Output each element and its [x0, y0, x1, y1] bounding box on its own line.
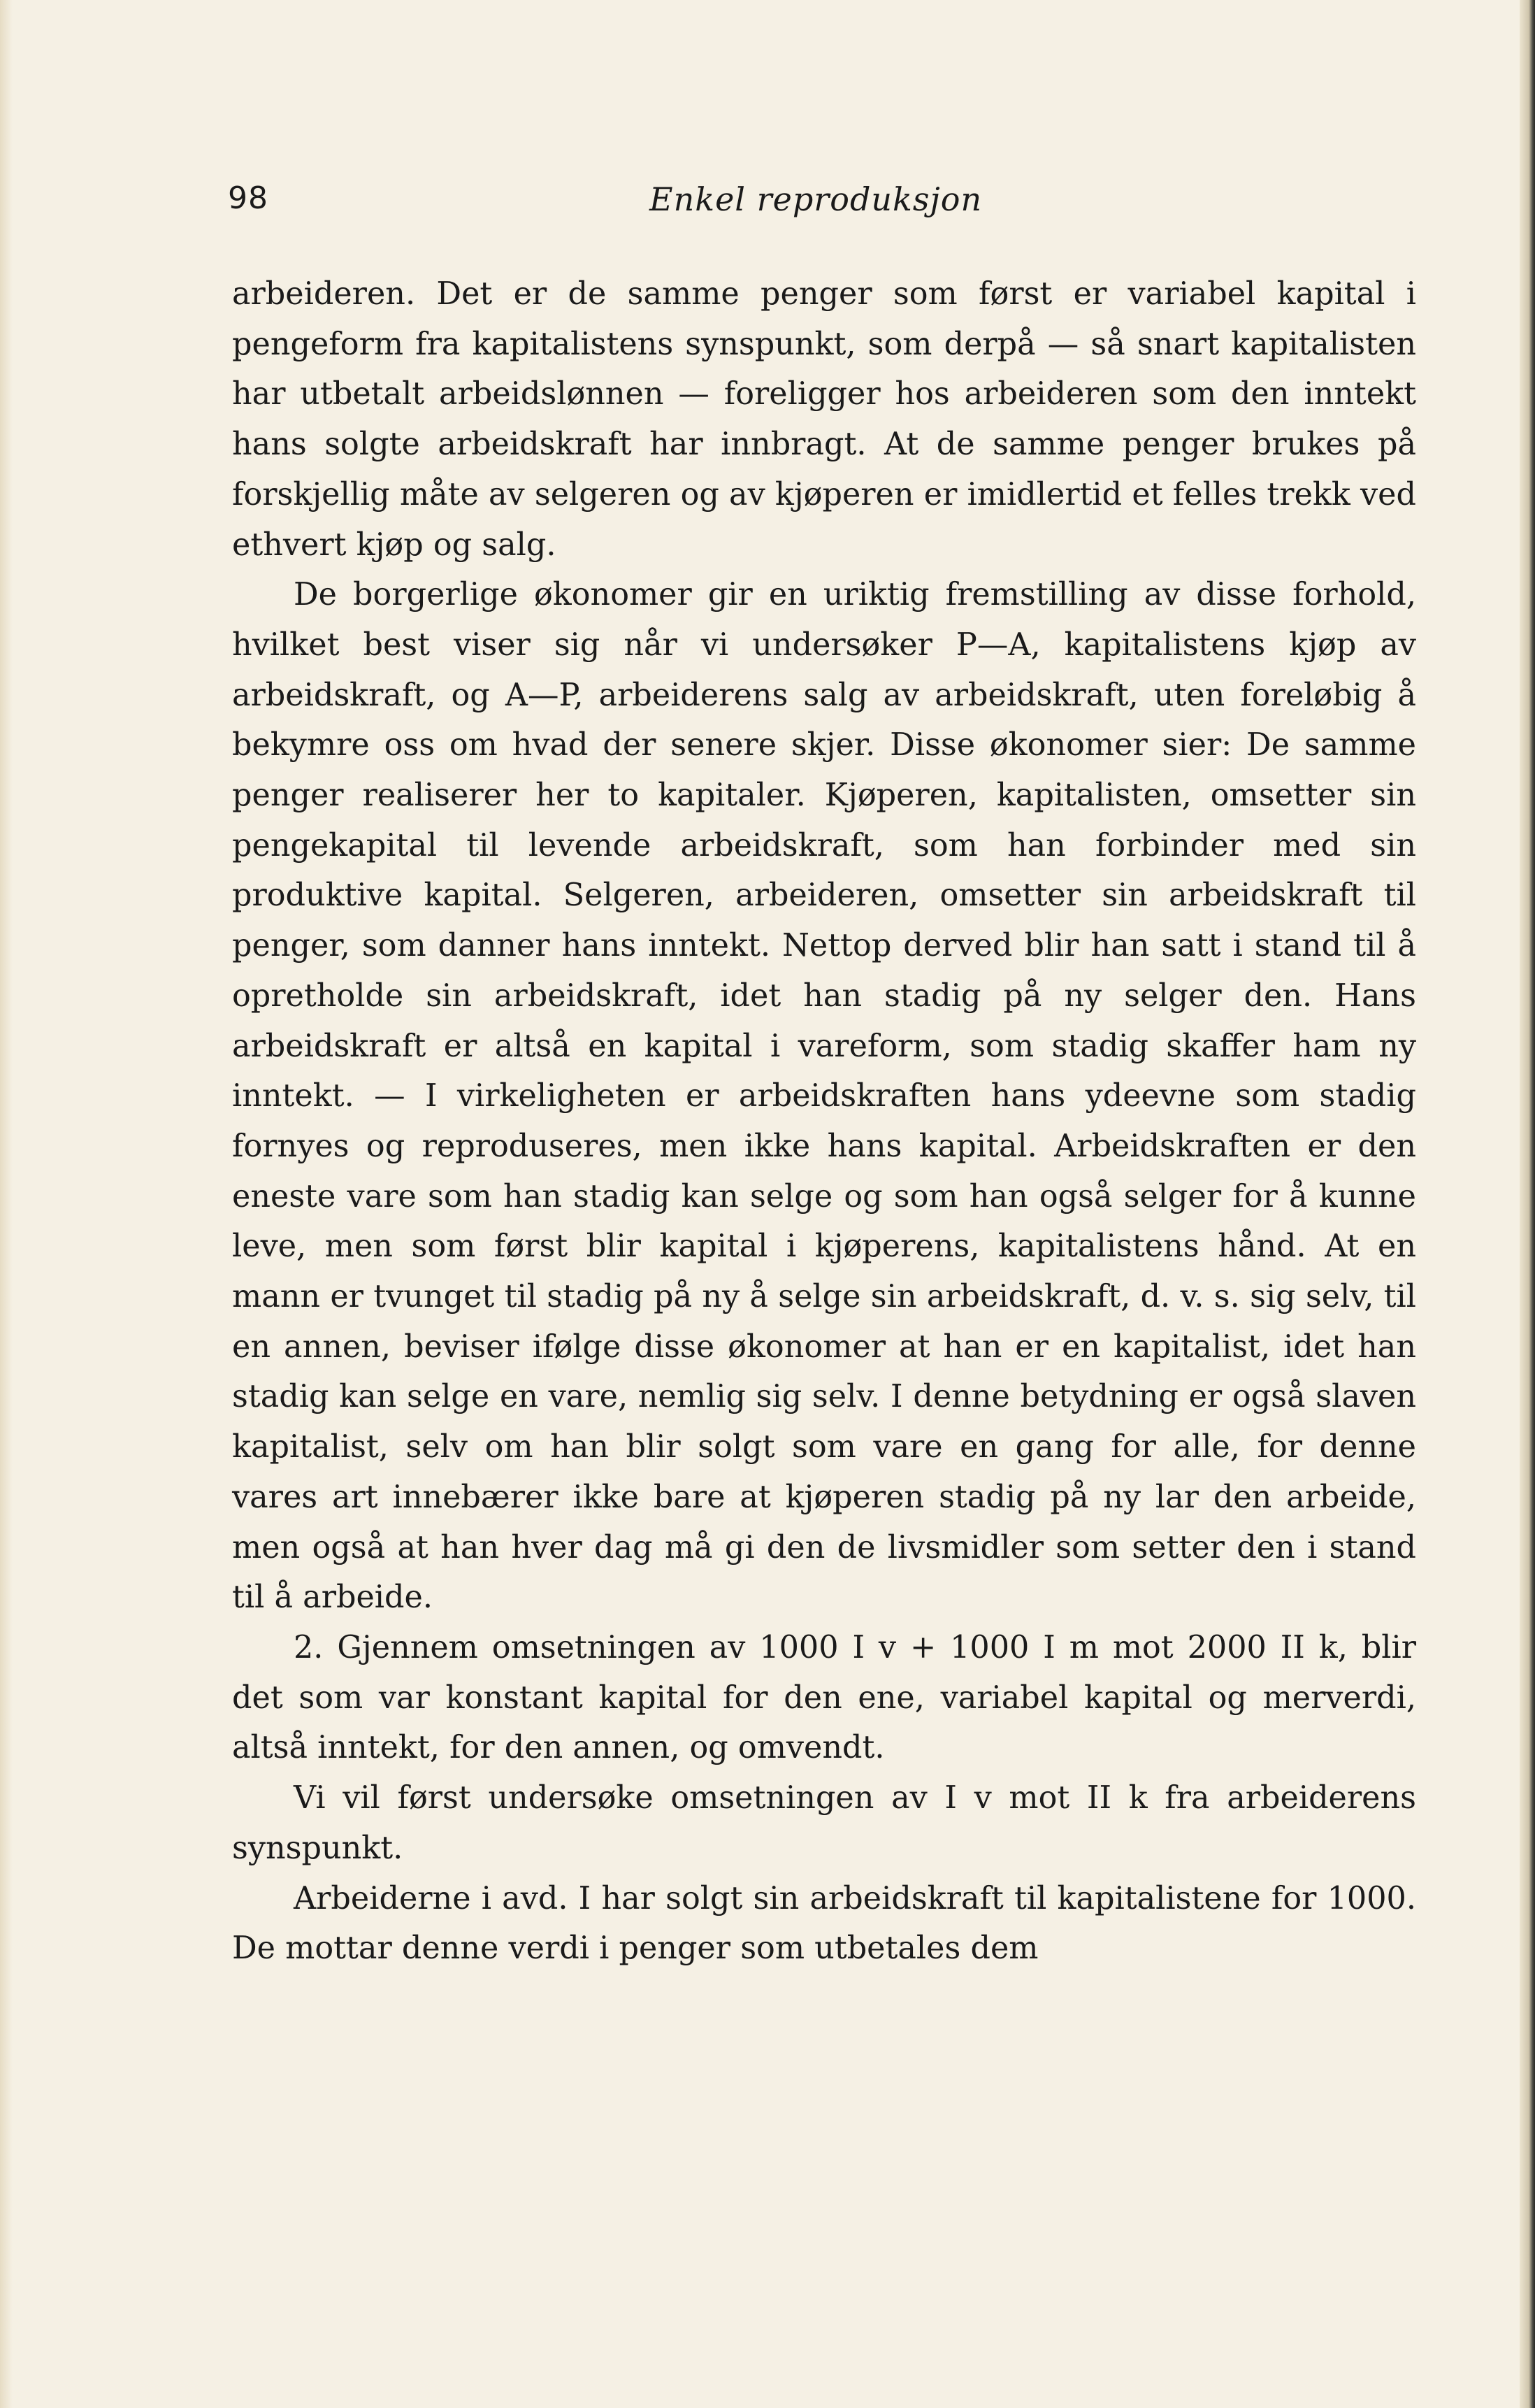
- paragraph-workers-dept-1: Arbeiderne i avd. I har solgt sin arbeidskraft til kapitalistene for 1000. De mottar denne verdi i penger som utbetales dem: [232, 1880, 1416, 1967]
- running-title: Enkel reproduksjon: [649, 180, 983, 218]
- running-head: [228, 180, 1416, 229]
- page-edge-right: [1520, 0, 1535, 2408]
- page-number: 98: [228, 180, 268, 216]
- page-edge-left: [0, 0, 13, 2408]
- paragraph-continuation: arbeideren. Det er de samme penger som først er variabel kapital i pengeform fra kapitalistens synspunkt, som derpå — så snart kapitalisten har utbetalt arbeidslønnen — foreligger hos arbeideren som den inntekt hans solgte arbeidskraft har innbragt. At de samme penger brukes på forskjellig måte av selgeren og av kjøperen er imidlertid et felles trekk ved ethvert kjøp og salg.: [232, 276, 1416, 563]
- body-text: [232, 269, 1416, 1974]
- paragraph-worker-viewpoint: Vi vil først undersøke omsetningen av I v mot II k fra arbeiderens synspunkt.: [232, 1780, 1416, 1866]
- paragraph-point-2: 2. Gjennem omsetningen av 1000 I v + 1000 I m mot 2000 II k, blir det som var konstant kapital for den ene, variabel kapital og merverdi, altså inntekt, for den annen, og omvendt.: [232, 1629, 1416, 1766]
- paragraph-economists: De borgerlige økonomer gir en uriktig fremstilling av disse forhold, hvilket best viser sig når vi undersøker P—A, kapitalistens kjøp av arbeidskraft, og A—P, arbeiderens salg av arbeidskraft, uten foreløbig å bekymre oss om hvad der senere skjer. Disse økonomer sier: De samme penger realiserer her to kapitaler. Kjøperen, kapitalisten, omsetter sin pengekapital til levende arbeidskraft, som han forbinder med sin produktive kapital. Selgeren, arbeideren, omsetter sin arbeidskraft til penger, som danner hans inntekt. Nettop derved blir han satt i stand til å opretholde sin arbeidskraft, idet han stadig på ny selger den. Hans arbeidskraft er altså en kapital i vareform, som stadig skaffer ham ny inntekt. — I virkeligheten er arbeidskraften hans ydeevne som stadig fornyes og reproduseres, men ikke hans kapital. Arbeidskraften er den eneste vare som han stadig kan selge og som han også selger for å kunne leve, men som først blir kapital i kjøperens, kapitalistens hånd. At en mann er tvunget til stadig på ny å selge sin arbeidskraft, d. v. s. sig selv, til en annen, beviser ifølge disse økonomer at han er en kapitalist, idet han stadig kan selge en vare, nemlig sig selv. I denne betydning er også slaven kapitalist, selv om han blir solgt som vare en gang for alle, for denne vares art innebærer ikke bare at kjøperen stadig på ny lar den arbeide, men også at han hver dag må gi den de livsmidler som setter den i stand til å arbeide.: [232, 577, 1416, 1616]
